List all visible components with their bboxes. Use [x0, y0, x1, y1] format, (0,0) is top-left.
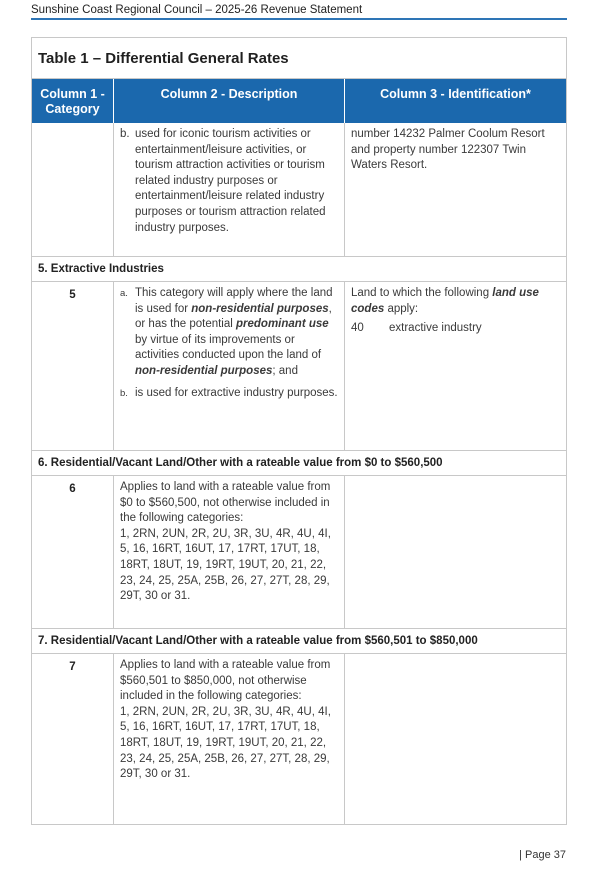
description-cell: [114, 282, 345, 450]
category-cell: [32, 123, 114, 256]
item-label: a.: [120, 288, 128, 299]
column-header-description: Column 2 - Description: [114, 79, 345, 123]
category-cell: 7: [32, 654, 114, 824]
section-heading: 7. Residential/Vacant Land/Other with a rateable value from $560,501 to $850,000: [32, 628, 566, 653]
header-rule: [31, 18, 567, 20]
category-cell: 6: [32, 476, 114, 628]
identification-text: Land to which the following land use codes apply:: [351, 287, 539, 315]
item-label: b.: [120, 128, 130, 140]
identification-cell: number 14232 Palmer Coolum Resort and property number 122307 Twin Waters Resort.: [351, 128, 545, 172]
section-heading: 6. Residential/Vacant Land/Other with a rateable value from $0 to $560,500: [32, 450, 566, 475]
section-heading: 5. Extractive Industries: [32, 256, 566, 281]
item-label: b.: [120, 387, 128, 399]
table-row: [32, 123, 566, 256]
identification-cell: [345, 476, 566, 628]
description-cell: [114, 654, 345, 824]
item-text: is used for extractive industry purposes.: [135, 386, 338, 399]
land-use-code-label: extractive industry: [389, 322, 482, 335]
description-text: Applies to land with a rateable value from $0 to $560,500, not otherwise included in the following categories:: [120, 481, 331, 525]
identification-cell: [345, 282, 566, 450]
running-header: Sunshine Coast Regional Council – 2025-26 Revenue Statement: [31, 4, 363, 16]
table-header-row: [32, 79, 566, 123]
description-text: Applies to land with a rateable value from $560,501 to $850,000, not otherwise included in the following categories:: [120, 659, 331, 703]
land-use-codes: 1, 2RN, 2UN, 2R, 2U, 3R, 3U, 4R, 4U, 4I, 5, 16, 16RT, 16UT, 17, 17RT, 17UT, 18, 18RT, 18UT, 19, 19RT, 19UT, 20, 21, 22, 23, 24, 25, 25A, 25B, 26, 27, 27T, 28, 29, 29T, 30 or 31.: [120, 527, 331, 603]
category-cell: 5: [32, 282, 114, 450]
description-cell: [114, 476, 345, 628]
item-text: used for iconic tourism activities or entertainment/leisure activities, or tourism attraction activities or tourism related industry purposes or entertainment/leisure related industry purposes or tourism attraction related industry purposes.: [135, 128, 326, 234]
table-row: [32, 653, 566, 825]
item-text: This category will apply where the land is used for non-residential purposes, or has the potential predominant use by virtue of its improvements or activities conducted upon the land of non-residential purposes; and: [135, 287, 333, 377]
land-use-code-number: 40: [351, 322, 364, 335]
column-header-identification: Column 3 - Identification*: [380, 87, 531, 101]
land-use-code-line: [351, 321, 562, 337]
table-title: Table 1 – Differential General Rates: [32, 38, 566, 79]
identification-cell: [345, 654, 566, 824]
rates-table: [31, 37, 567, 825]
column-header-category: Column 1 - Category: [32, 79, 114, 123]
table-row: [32, 475, 566, 628]
description-cell: [114, 123, 345, 256]
land-use-codes: 1, 2RN, 2UN, 2R, 2U, 3R, 3U, 4R, 4U, 4I, 5, 16, 16RT, 16UT, 17, 17RT, 17UT, 18, 18RT, 18UT, 19, 19RT, 19UT, 20, 21, 22, 23, 24, 25, 25A, 25B, 26, 27, 27T, 28, 29, 29T, 30 or 31.: [120, 705, 331, 781]
page-number: | Page 37: [519, 849, 566, 861]
table-row: [32, 281, 566, 450]
